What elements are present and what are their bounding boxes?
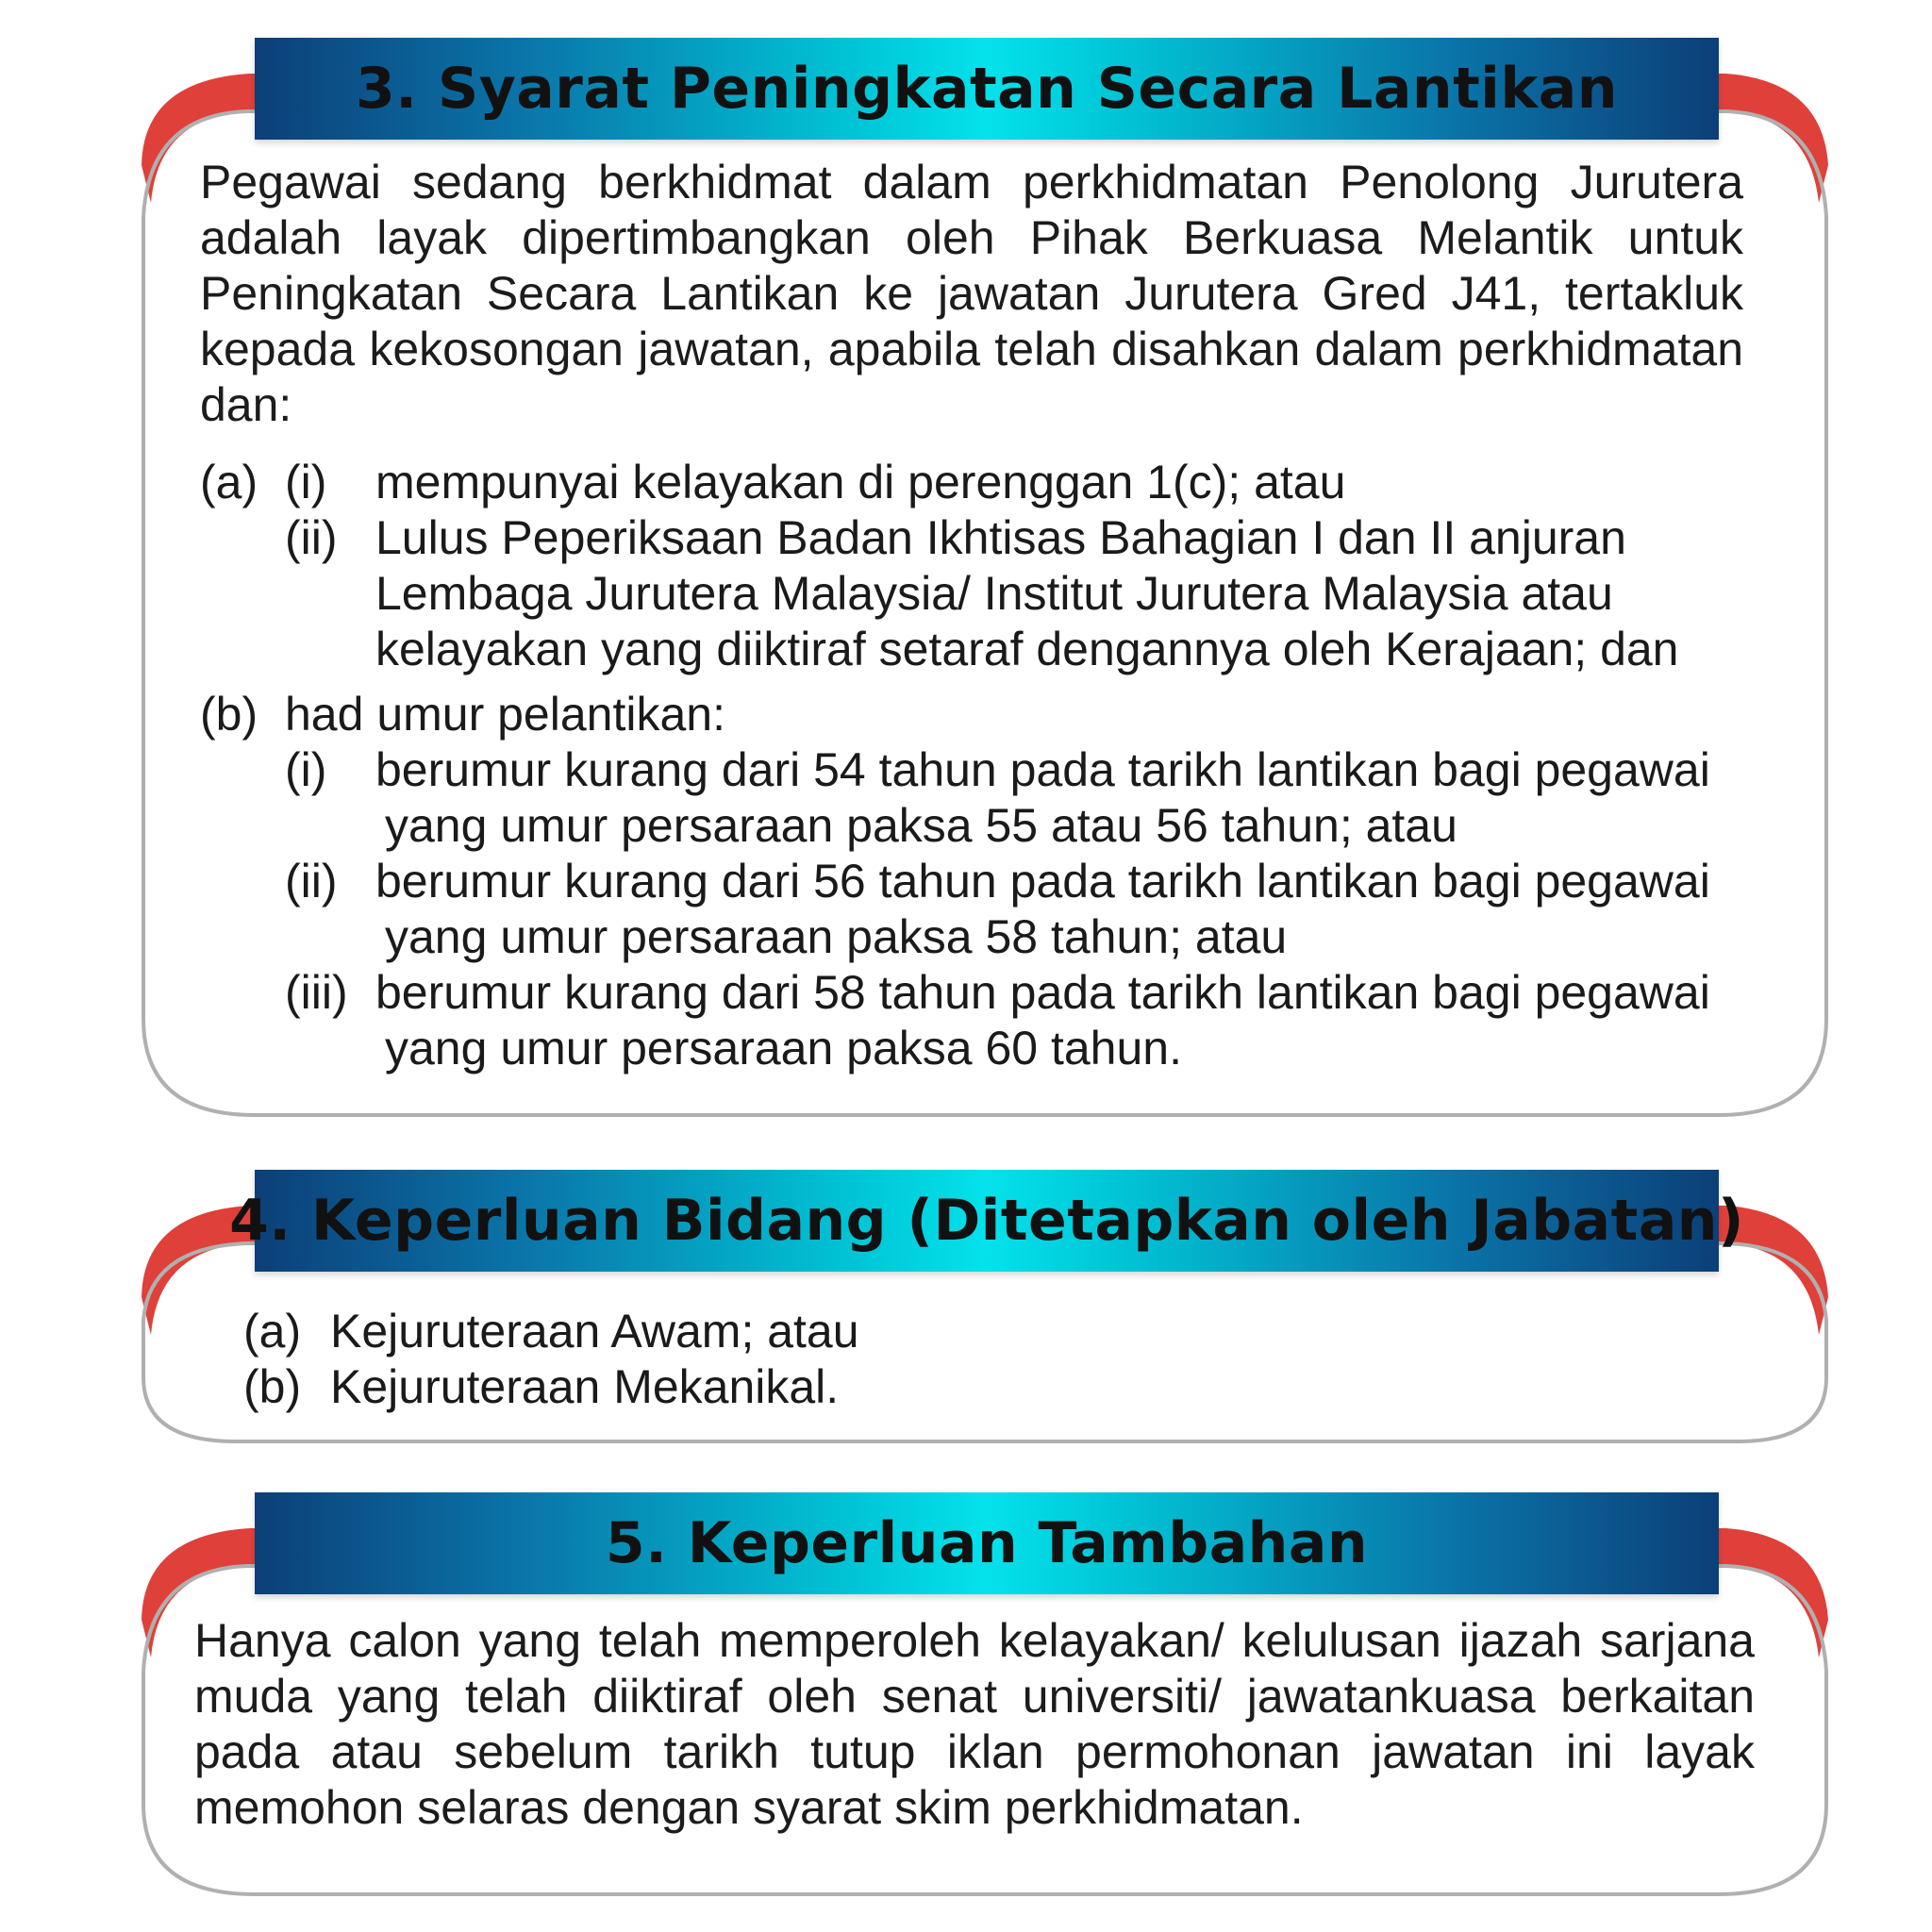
section-3-b-iii-label: (iii)	[285, 966, 348, 1019]
section-3-b-ii-line1: berumur kurang dari 56 tahun pada tarikh lantikan bagi pegawai	[375, 855, 1710, 908]
section-3-b-text: had umur pelantikan:	[285, 688, 725, 741]
section-3-a-ii-line2: Lembaga Jurutera Malaysia/ Institut Jurutera Malaysia atau	[375, 567, 1613, 620]
section-5-panel	[0, 1455, 1932, 1917]
section-3-a-label: (a)	[200, 456, 258, 508]
section-4-a-label: (a)	[243, 1305, 302, 1357]
section-3-a-ii-line1: Lulus Peperiksaan Badan Ikhtisas Bahagian I dan II anjuran	[375, 511, 1626, 564]
section-5-title: 5. Keperluan Tambahan	[605, 1510, 1369, 1576]
section-3-b-label: (b)	[200, 688, 258, 741]
section-3-title: 3. Syarat Peningkatan Secara Lantikan	[356, 56, 1618, 122]
section-3-b-iii-line2: yang umur persaraan paksa 60 tahun.	[385, 1022, 1182, 1074]
section-4-b-text: Kejuruteraan Mekanikal.	[330, 1360, 840, 1413]
section-4-a-text: Kejuruteraan Awam; atau	[330, 1305, 859, 1357]
section-3-header	[255, 38, 1719, 140]
section-3-b-ii-line2: yang umur persaraan paksa 58 tahun; atau	[385, 910, 1288, 963]
section-4-panel	[0, 1132, 1932, 1472]
section-4-b-label: (b)	[243, 1360, 302, 1413]
section-4-title: 4. Keperluan Bidang (Ditetapkan oleh Jabatan)	[229, 1188, 1744, 1254]
section-4-header	[229, 1170, 1744, 1272]
section-3-intro: Pegawai sedang berkhidmat dalam perkhidmatan Penolong Jurutera adalah layak dipertimbangkan oleh Pihak Berkuasa Melantik untuk Peningkatan Secara Lantikan ke jawatan Jurutera Gred J41, tertakluk kepada kekosongan jawatan, apabila telah disahkan dalam perkhidmatan dan:	[200, 156, 1743, 431]
section-5-text: Hanya calon yang telah memperoleh kelayakan/ kelulusan ijazah sarjana muda yang telah diiktiraf oleh senat universiti/ jawatankuasa berkaitan pada atau sebelum tarikh tutup iklan permohonan jawatan ini layak memohon selaras dengan syarat skim perkhidmatan.	[194, 1614, 1755, 1834]
section-3-a-i-label: (i)	[285, 456, 327, 508]
section-3-a-ii-label: (ii)	[285, 511, 338, 564]
section-3-b-i-label: (i)	[285, 743, 327, 796]
section-5-header	[255, 1492, 1719, 1594]
section-3-b-i-line2: yang umur persaraan paksa 55 atau 56 tahun; atau	[385, 799, 1457, 852]
section-3-a-i-text: mempunyai kelayakan di perenggan 1(c); atau	[375, 456, 1346, 508]
section-3-b-ii-label: (ii)	[285, 855, 338, 908]
section-3-a-ii-line3: kelayakan yang diiktiraf setaraf dengannya oleh Kerajaan; dan	[375, 623, 1679, 675]
section-3-b-i-line1: berumur kurang dari 54 tahun pada tarikh lantikan bagi pegawai	[375, 743, 1710, 796]
section-3-b-iii-line1: berumur kurang dari 58 tahun pada tarikh lantikan bagi pegawai	[375, 966, 1710, 1019]
